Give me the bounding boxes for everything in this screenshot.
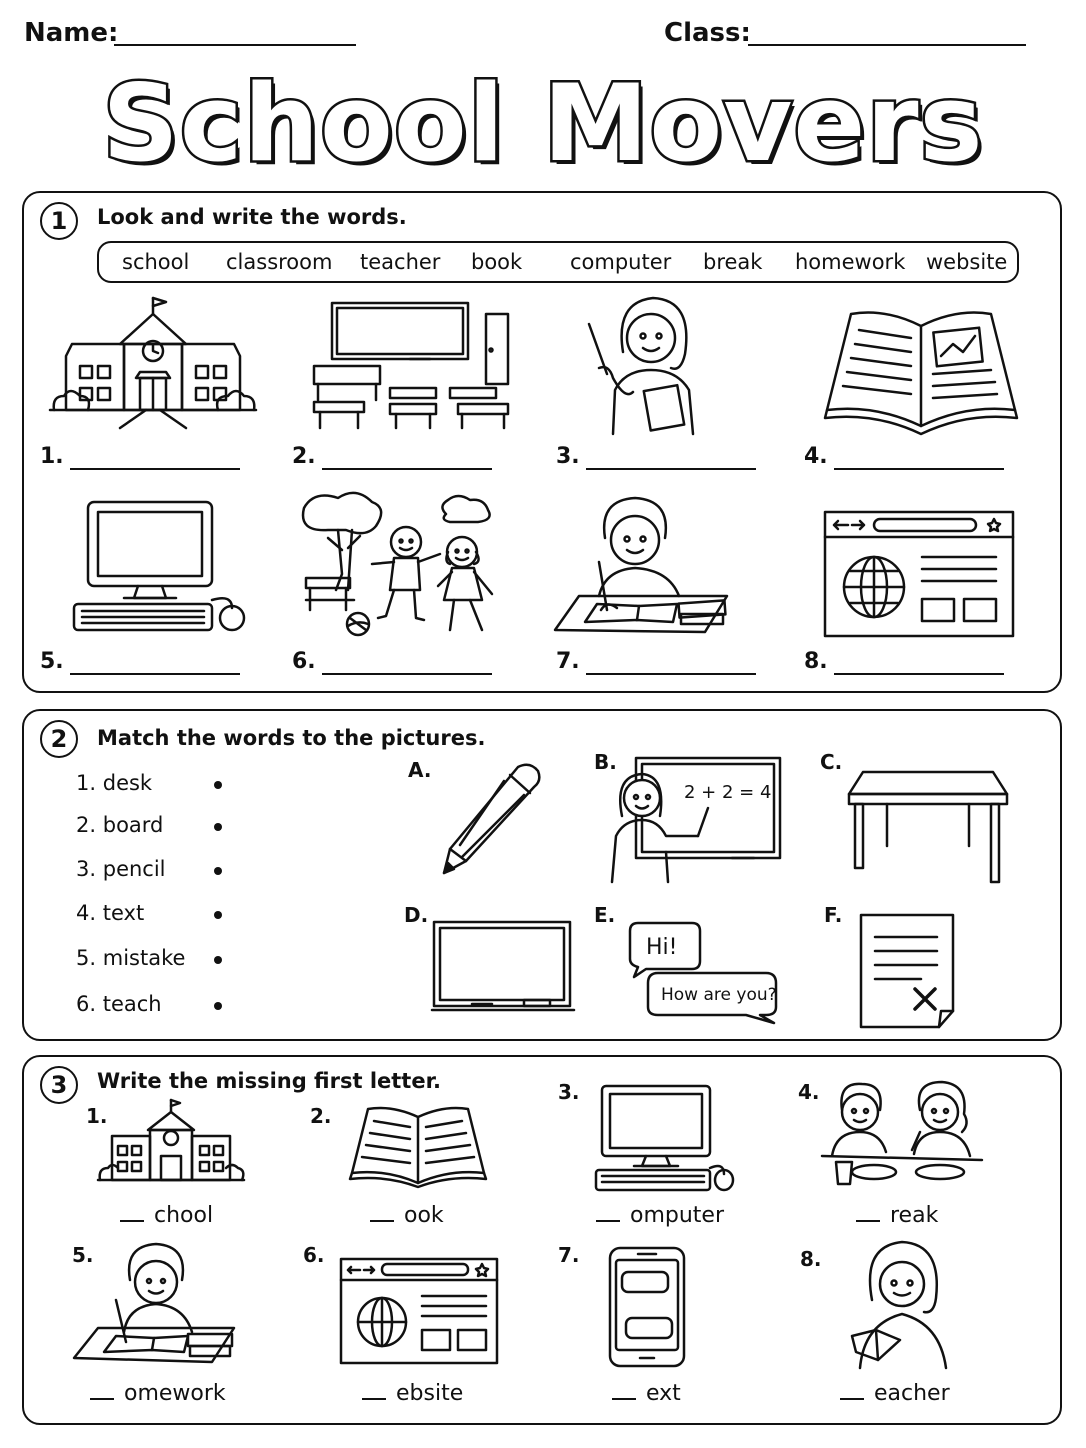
class-line[interactable]	[748, 44, 1026, 46]
word-ending: reak	[890, 1203, 939, 1228]
open-book-small-icon	[350, 1105, 486, 1187]
word-ending: ebsite	[396, 1381, 464, 1406]
teacher-at-board-icon	[610, 756, 782, 882]
item-number: 5.	[72, 1243, 94, 1267]
match-dot[interactable]	[214, 823, 222, 831]
section-3-number: 3	[40, 1066, 78, 1104]
section-3-instruction: Write the missing first letter.	[97, 1069, 441, 1093]
word-bank-word: teacher	[360, 250, 441, 274]
match-word-text: mistake	[102, 946, 186, 970]
word-ending: ook	[404, 1203, 444, 1228]
picture-label-d: D.	[404, 903, 429, 927]
homework-small-icon	[74, 1240, 236, 1366]
missing-letter-item-7	[612, 1381, 681, 1406]
section-1-number: 1	[40, 202, 78, 240]
answer-line[interactable]	[586, 673, 756, 675]
word-ending: omputer	[630, 1203, 725, 1228]
match-word-number: 5.	[76, 946, 97, 970]
answer-line[interactable]	[70, 673, 240, 675]
answer-3	[556, 444, 580, 469]
match-word-number: 2.	[76, 813, 97, 837]
word-ending: chool	[154, 1203, 214, 1228]
computer-icon	[72, 500, 247, 632]
answer-line[interactable]	[322, 468, 492, 470]
word-bank-word: website	[926, 250, 1008, 274]
item-number: 1.	[86, 1104, 108, 1128]
item-number: 7.	[558, 1243, 580, 1267]
match-word-text: pencil	[102, 857, 166, 881]
match-word-text: text	[102, 901, 145, 925]
match-word-6	[76, 992, 162, 1016]
website-icon	[824, 511, 1014, 637]
class-label: Class:	[664, 18, 751, 48]
children-eating-icon	[822, 1080, 982, 1186]
letter-blank[interactable]	[840, 1398, 864, 1400]
answer-6	[292, 649, 316, 674]
word-ending: eacher	[874, 1381, 950, 1406]
missing-letter-item-6	[362, 1381, 463, 1406]
bubble-how-text: How are you?	[661, 985, 777, 1005]
match-word-number: 6.	[76, 992, 97, 1016]
blank-board-icon	[432, 920, 574, 1016]
item-number: 8.	[800, 1247, 822, 1271]
item-number: 3.	[558, 1080, 580, 1104]
section-2-number: 2	[40, 720, 78, 758]
picture-label-f: F.	[824, 903, 843, 927]
letter-blank[interactable]	[362, 1398, 386, 1400]
match-word-number: 1.	[76, 771, 97, 795]
open-book-icon	[825, 306, 1017, 434]
page-title: School Movers	[102, 62, 984, 185]
match-word-2	[76, 813, 163, 837]
missing-letter-item-3	[596, 1203, 724, 1228]
desk-icon	[847, 770, 1009, 888]
homework-icon	[555, 492, 730, 640]
picture-label-b: B.	[594, 750, 617, 774]
website-small-icon	[340, 1258, 498, 1364]
answer-number: 2.	[292, 444, 316, 469]
answer-line[interactable]	[834, 468, 1004, 470]
word-ending: omework	[124, 1381, 226, 1406]
item-number: 2.	[310, 1104, 332, 1128]
answer-7	[556, 649, 580, 674]
letter-blank[interactable]	[612, 1398, 636, 1400]
match-dot[interactable]	[214, 867, 222, 875]
answer-number: 5.	[40, 649, 64, 674]
answer-line[interactable]	[586, 468, 756, 470]
match-dot[interactable]	[214, 911, 222, 919]
match-word-text: board	[102, 813, 164, 837]
missing-letter-item-5	[90, 1381, 226, 1406]
picture-label-e: E.	[594, 903, 616, 927]
answer-8	[804, 649, 828, 674]
section-2-instruction: Match the words to the pictures.	[97, 726, 486, 750]
bubble-hi-text: Hi!	[646, 935, 678, 960]
answer-4	[804, 444, 828, 469]
letter-blank[interactable]	[370, 1220, 394, 1222]
computer-small-icon	[594, 1084, 736, 1192]
word-bank-word: computer	[570, 250, 672, 274]
item-number: 4.	[798, 1080, 820, 1104]
school-building-small-icon	[98, 1100, 244, 1182]
phone-text-icon	[608, 1246, 686, 1368]
section-1-instruction: Look and write the words.	[97, 205, 407, 229]
pencil-icon	[440, 763, 542, 877]
match-word-3	[76, 857, 166, 881]
match-word-5	[76, 946, 185, 970]
match-word-number: 3.	[76, 857, 97, 881]
match-word-text: desk	[102, 771, 153, 795]
missing-letter-item-2	[370, 1203, 444, 1228]
speech-bubbles-icon	[628, 921, 778, 1023]
letter-blank[interactable]	[120, 1220, 144, 1222]
match-word-text: teach	[102, 992, 162, 1016]
teacher-icon	[585, 292, 715, 434]
word-bank-word: book	[471, 250, 523, 274]
break-time-icon	[298, 490, 498, 640]
picture-label-a: A.	[408, 758, 432, 782]
match-word-1	[76, 771, 152, 795]
name-label: Name:	[24, 18, 119, 48]
picture-label-c: C.	[820, 750, 843, 774]
word-bank-word: classroom	[226, 250, 333, 274]
answer-number: 1.	[40, 444, 64, 469]
word-bank-word: break	[703, 250, 763, 274]
paper-with-mistake-icon	[857, 913, 959, 1029]
school-building-icon	[50, 296, 256, 431]
answer-line[interactable]	[834, 673, 1004, 675]
board-equation: 2 + 2 = 4	[684, 782, 772, 803]
letter-blank[interactable]	[90, 1398, 114, 1400]
missing-letter-item-1	[120, 1203, 213, 1228]
answer-number: 6.	[292, 649, 316, 674]
word-bank-word: school	[122, 250, 190, 274]
answer-number: 4.	[804, 444, 828, 469]
item-number: 6.	[303, 1243, 325, 1267]
match-dot[interactable]	[214, 1002, 222, 1010]
classroom-icon	[310, 300, 515, 430]
missing-letter-item-8	[840, 1381, 950, 1406]
answer-5	[40, 649, 64, 674]
letter-blank[interactable]	[856, 1220, 880, 1222]
reading-teacher-icon	[850, 1240, 950, 1370]
match-word-number: 4.	[76, 901, 97, 925]
answer-number: 3.	[556, 444, 580, 469]
match-dot[interactable]	[214, 956, 222, 964]
word-bank-word: homework	[795, 250, 906, 274]
match-word-4	[76, 901, 144, 925]
answer-line[interactable]	[70, 468, 240, 470]
answer-2	[292, 444, 316, 469]
answer-1	[40, 444, 64, 469]
answer-number: 8.	[804, 649, 828, 674]
word-ending: ext	[646, 1381, 681, 1406]
missing-letter-item-4	[856, 1203, 938, 1228]
answer-line[interactable]	[322, 673, 492, 675]
answer-number: 7.	[556, 649, 580, 674]
name-line[interactable]	[114, 44, 356, 46]
match-dot[interactable]	[214, 781, 222, 789]
letter-blank[interactable]	[596, 1220, 620, 1222]
